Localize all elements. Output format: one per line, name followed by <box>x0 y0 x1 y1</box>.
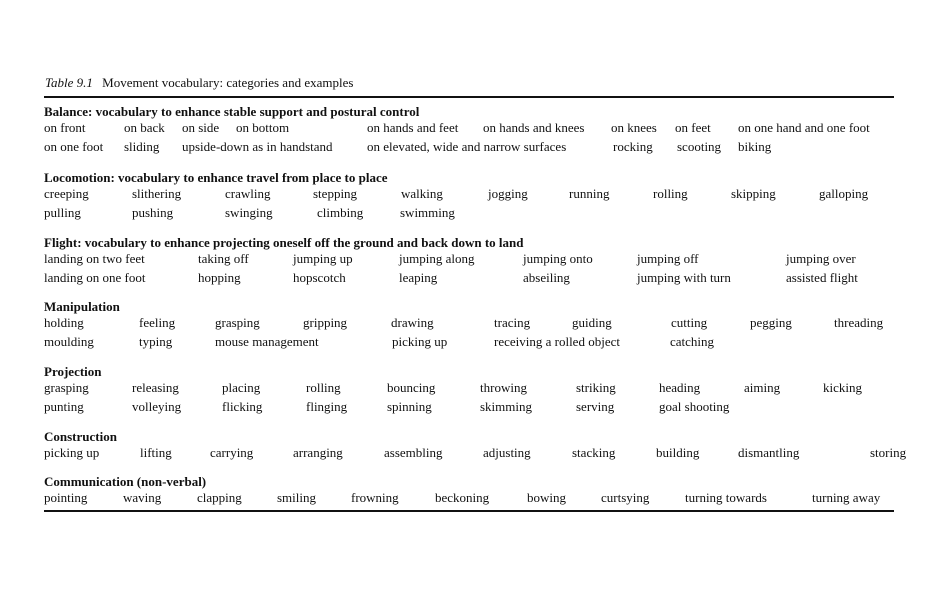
example-term: storing <box>870 445 907 460</box>
example-term: on one hand and one foot <box>738 120 870 135</box>
example-term: jumping up <box>293 251 353 266</box>
example-term: stacking <box>572 445 616 460</box>
example-term: grasping <box>44 380 89 395</box>
example-term: assembling <box>384 445 443 460</box>
example-term: tracing <box>494 315 531 330</box>
example-term: typing <box>139 334 173 349</box>
example-term: bowing <box>527 490 566 505</box>
example-row <box>44 399 904 417</box>
example-term: holding <box>44 315 84 330</box>
example-term: turning away <box>812 490 881 505</box>
example-term: grasping <box>215 315 260 330</box>
example-term: on back <box>124 120 165 135</box>
example-term: picking up <box>392 334 448 349</box>
example-term: moulding <box>44 334 94 349</box>
example-term: on front <box>44 120 86 135</box>
example-term: arranging <box>293 445 343 460</box>
example-term: serving <box>576 399 615 414</box>
example-row <box>44 334 904 352</box>
example-term: flicking <box>222 399 263 414</box>
example-term: striking <box>576 380 616 395</box>
example-term: on hands and knees <box>483 120 585 135</box>
example-term: hopping <box>198 270 241 285</box>
example-term: dismantling <box>738 445 800 460</box>
example-row <box>44 445 907 463</box>
example-term: biking <box>738 139 772 154</box>
example-term: adjusting <box>483 445 531 460</box>
example-term: leaping <box>399 270 438 285</box>
example-term: jumping onto <box>523 251 593 266</box>
example-row <box>44 490 904 508</box>
example-term: waving <box>123 490 162 505</box>
example-term: punting <box>44 399 84 414</box>
example-term: landing on two feet <box>44 251 145 266</box>
category-heading: Locomotion: vocabulary to enhance travel from place to place <box>44 170 388 185</box>
bottom-rule <box>44 510 894 512</box>
example-term: sliding <box>124 139 160 154</box>
example-term: building <box>656 445 700 460</box>
example-term: pegging <box>750 315 792 330</box>
example-term: jumping off <box>637 251 699 266</box>
example-term: walking <box>401 186 443 201</box>
example-term: climbing <box>317 205 364 220</box>
example-term: assisted flight <box>786 270 858 285</box>
example-term: skipping <box>731 186 776 201</box>
example-term: heading <box>659 380 701 395</box>
example-term: on feet <box>675 120 711 135</box>
example-term: swinging <box>225 205 273 220</box>
example-term: mouse management <box>215 334 319 349</box>
example-term: swimming <box>400 205 455 220</box>
table-number: Table 9.1 <box>45 75 93 90</box>
example-term: clapping <box>197 490 242 505</box>
category-heading: Construction <box>44 429 117 444</box>
category-heading: Flight: vocabulary to enhance projecting oneself off the ground and back down to land <box>44 235 524 250</box>
example-term: volleying <box>132 399 182 414</box>
example-term: galloping <box>819 186 869 201</box>
example-term: aiming <box>744 380 781 395</box>
example-term: catching <box>670 334 715 349</box>
example-term: picking up <box>44 445 100 460</box>
category-heading: Projection <box>44 364 102 379</box>
example-term: taking off <box>198 251 249 266</box>
example-term: flinging <box>306 399 348 414</box>
example-row <box>44 205 904 223</box>
table-caption <box>45 75 353 91</box>
example-row <box>44 380 904 398</box>
example-term: scooting <box>677 139 722 154</box>
example-term: beckoning <box>435 490 490 505</box>
example-term: creeping <box>44 186 89 201</box>
example-term: jumping along <box>399 251 475 266</box>
example-term: frowning <box>351 490 399 505</box>
example-term: hopscotch <box>293 270 346 285</box>
example-term: stepping <box>313 186 358 201</box>
example-term: pushing <box>132 205 174 220</box>
example-term: guiding <box>572 315 612 330</box>
example-term: abseiling <box>523 270 570 285</box>
category-heading: Communication (non-verbal) <box>44 474 207 489</box>
example-term: goal shooting <box>659 399 730 414</box>
example-row <box>44 186 904 204</box>
example-term: cutting <box>671 315 708 330</box>
example-term: skimming <box>480 399 533 414</box>
top-rule <box>44 96 894 98</box>
example-term: carrying <box>210 445 254 460</box>
example-term: releasing <box>132 380 179 395</box>
example-term: upside-down as in handstand <box>182 139 333 154</box>
example-term: rolling <box>306 380 341 395</box>
example-term: drawing <box>391 315 434 330</box>
table-title: Movement vocabulary: categories and examples <box>102 75 354 90</box>
example-term: kicking <box>823 380 862 395</box>
example-term: rocking <box>613 139 653 154</box>
example-term: curtsying <box>601 490 650 505</box>
example-term: running <box>569 186 610 201</box>
example-row <box>44 120 904 138</box>
example-term: jogging <box>488 186 528 201</box>
example-term: on one foot <box>44 139 104 154</box>
category-heading: Balance: vocabulary to enhance stable support and postural control <box>44 104 420 119</box>
example-term: bouncing <box>387 380 436 395</box>
example-term: on bottom <box>236 120 290 135</box>
example-row <box>44 315 904 333</box>
example-term: on knees <box>611 120 657 135</box>
example-term: pointing <box>44 490 88 505</box>
example-term: throwing <box>480 380 527 395</box>
example-term: lifting <box>140 445 172 460</box>
example-term: landing on one foot <box>44 270 146 285</box>
example-term: feeling <box>139 315 176 330</box>
example-term: on hands and feet <box>367 120 459 135</box>
example-term: crawling <box>225 186 271 201</box>
example-row <box>44 251 904 269</box>
example-term: jumping over <box>786 251 856 266</box>
example-term: placing <box>222 380 261 395</box>
example-row <box>44 139 904 157</box>
example-term: on side <box>182 120 220 135</box>
example-term: receiving a rolled object <box>494 334 620 349</box>
example-term: jumping with turn <box>637 270 731 285</box>
example-term: gripping <box>303 315 348 330</box>
example-row <box>44 270 904 288</box>
example-term: spinning <box>387 399 432 414</box>
category-heading: Manipulation <box>44 299 120 314</box>
example-term: slithering <box>132 186 182 201</box>
example-term: rolling <box>653 186 688 201</box>
example-term: threading <box>834 315 884 330</box>
example-term: on elevated, wide and narrow surfaces <box>367 139 567 154</box>
example-term: pulling <box>44 205 81 220</box>
example-term: turning towards <box>685 490 767 505</box>
example-term: smiling <box>277 490 317 505</box>
